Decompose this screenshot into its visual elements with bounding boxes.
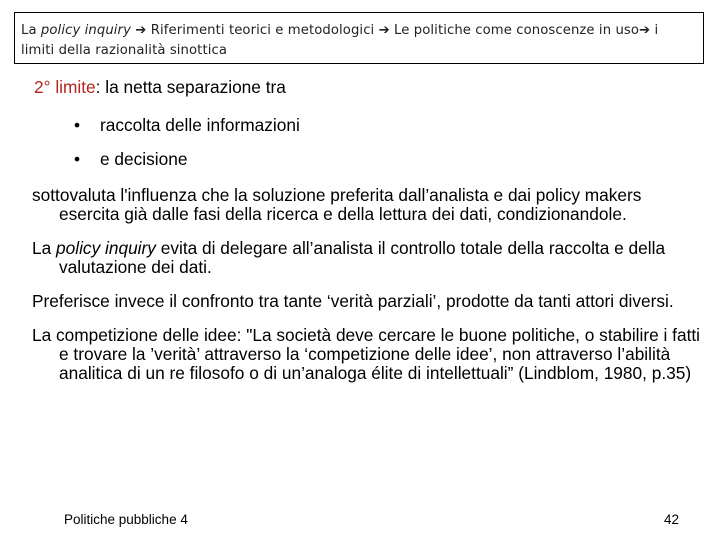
footer-title: Politiche pubbliche 4 [64,512,188,527]
breadcrumb-text-la: La [21,23,41,38]
paragraph-text: evita di delegare all’analista il controllo totale della raccolta e della valutazione dei dati. [59,238,666,277]
arrow-right-icon: ➔ [378,23,390,38]
paragraph-text: La [32,238,57,258]
arrow-right-icon: ➔ [639,23,651,38]
paragraph-policy-inquiry [32,239,702,277]
breadcrumb-politiche: Le politiche come conoscenze in uso [389,23,640,38]
limit-text: : la netta separazione tra [95,77,286,97]
bullet-list [32,116,702,169]
paragraph-underestimates: sottovaluta l'influenza che la soluzione preferita dall’analista e dai policy makers esercita già dalle fasi della ricerca e della lettura dei dati, condizionandole. [32,185,642,224]
bullet-text: raccolta delle informazioni [100,115,300,135]
bullet-text: e decisione [100,149,188,169]
breadcrumb-header [14,12,704,64]
paragraph-competition-of-ideas: La competizione delle idee: "La società deve cercare le buone politiche, o stabilire i fatti e trovare la ’verità’ attraverso la ‘competizione delle idee’, non attraverso l’abilità analitica di un re filosofo o di un’analoga élite di intellettuali” (Lindblom, 1980, p.35) [32,325,701,383]
limit-label: 2° limite [34,77,96,97]
breadcrumb-limiti: i limiti della razionalità sinottica [21,23,659,58]
list-item [32,116,702,135]
arrow-right-icon: ➔ [135,23,147,38]
paragraph-italic-term: policy inquiry [56,238,156,258]
slide-body [32,76,702,383]
bullet-icon: • [74,149,81,169]
bullet-icon: • [74,115,81,135]
breadcrumb-riferimenti: Riferimenti teorici e metodologici [146,23,379,38]
page-number: 42 [664,512,680,527]
paragraph-partial-truths: Preferisce invece il confronto tra tante ‘verità parziali’, prodotte da tanti attori diversi. [32,291,674,311]
limit-heading [34,78,702,97]
list-item [32,150,702,169]
breadcrumb-policy-inquiry: policy inquiry [40,23,131,38]
